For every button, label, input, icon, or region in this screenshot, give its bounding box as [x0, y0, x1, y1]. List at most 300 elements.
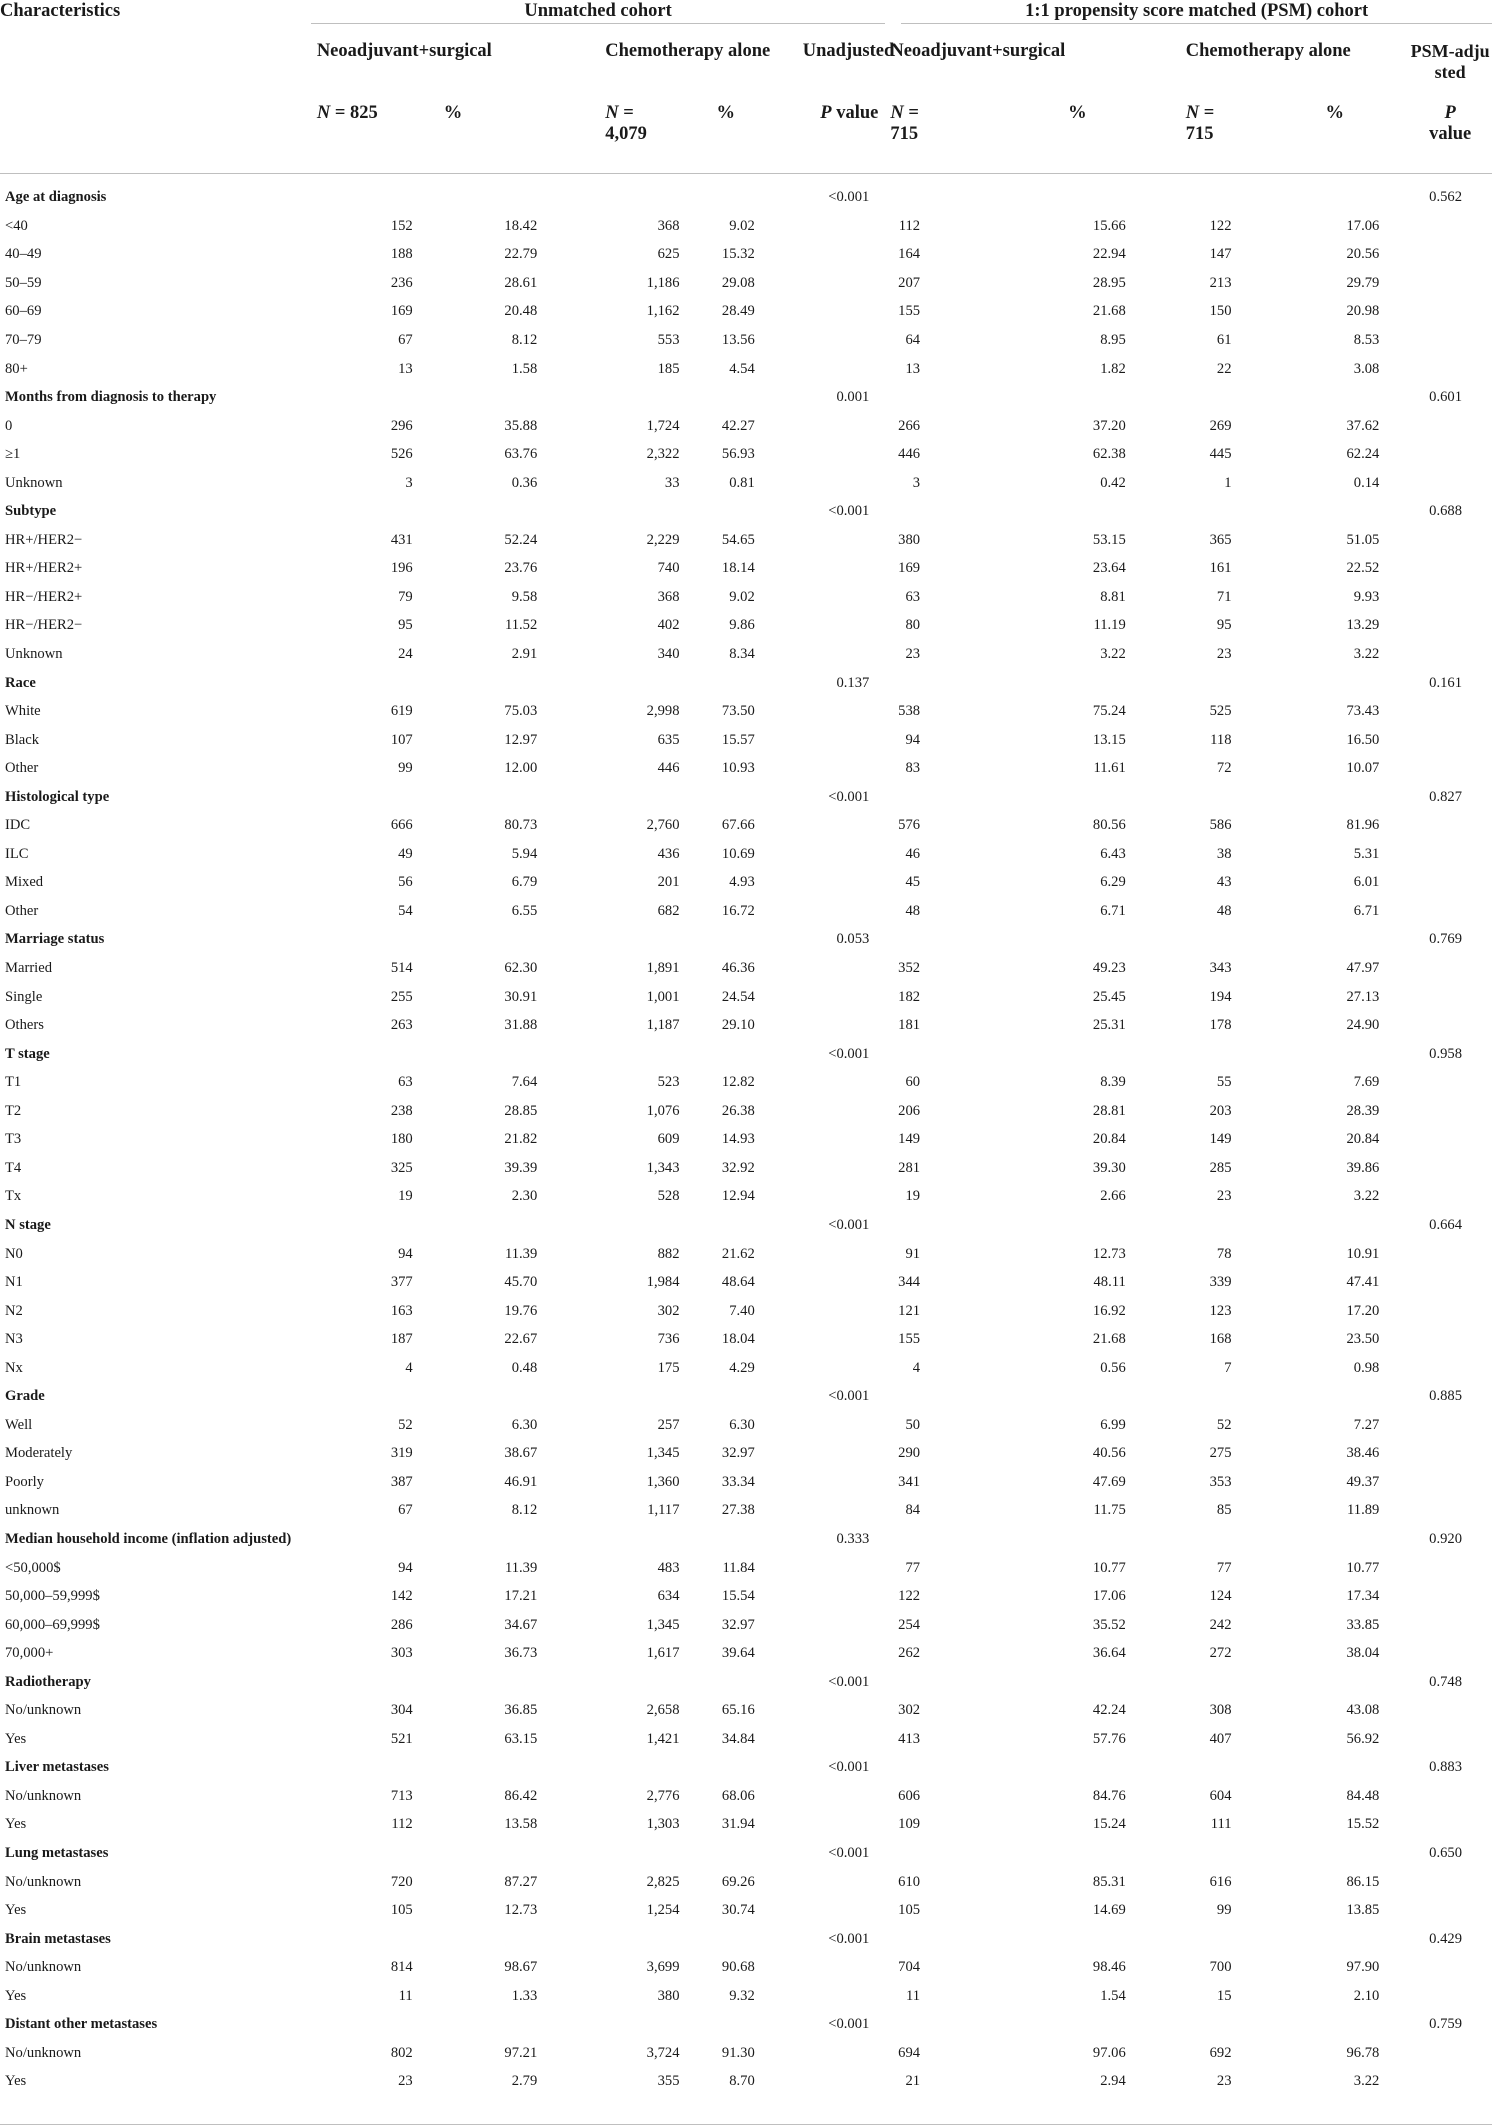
chemo-psm-n: 203: [1209, 1102, 1232, 1119]
table-body: [0, 174, 1492, 2125]
category-row: [0, 383, 1492, 412]
chemo-psm-n: 161: [1209, 560, 1232, 577]
empty-cell: [1232, 926, 1409, 955]
empty-cell: [971, 1754, 1146, 1783]
header-n-chemo-psm: [1146, 103, 1232, 174]
empty-cell: [1408, 1953, 1492, 1982]
neo-psm-pct: 49.23: [1092, 960, 1126, 977]
table-row: [0, 1696, 1492, 1725]
row-label: HR−/HER2+: [5, 588, 83, 605]
chemo-psm-pct: 3.22: [1353, 2073, 1380, 2090]
neo-pct: 7.64: [511, 1074, 538, 1091]
chemo-n: 1,891: [646, 960, 680, 977]
neo-psm-pct: 48.11: [1093, 1274, 1126, 1291]
category-row: [0, 184, 1492, 213]
empty-cell: [803, 840, 886, 869]
neo-pct: 0.48: [511, 1359, 538, 1376]
empty-cell: [885, 498, 971, 527]
unadjusted-p-value: <0.001: [828, 2016, 870, 2033]
table-row: [0, 583, 1492, 612]
chemo-psm-pct: 86.15: [1346, 1873, 1380, 1890]
neo-psm-n: 266: [898, 417, 921, 434]
empty-cell: [1408, 440, 1492, 469]
neo-n: 19: [398, 1188, 413, 1205]
chemo-pct: 65.16: [721, 1702, 755, 1719]
empty-cell: [1408, 326, 1492, 355]
category-row: [0, 926, 1492, 955]
empty-cell: [1408, 1325, 1492, 1354]
neo-psm-pct: 3.22: [1100, 646, 1126, 663]
row-label: 50,000–59,999$: [5, 1588, 100, 1605]
header-psm-adjusted-label: PSM-adjusted: [1410, 41, 1490, 82]
empty-cell: [414, 783, 572, 812]
empty-cell: [803, 612, 886, 641]
neo-psm-n: 13: [905, 360, 921, 377]
neo-pct: 8.12: [511, 1502, 538, 1519]
empty-cell: [571, 184, 679, 213]
neo-psm-n: 11: [906, 1987, 921, 2004]
empty-cell: [1408, 555, 1492, 584]
chemo-psm-n: 23: [1216, 2073, 1232, 2090]
psm-p-value: 0.161: [1429, 674, 1462, 691]
empty-cell: [680, 383, 803, 412]
category-label: Liver metastases: [5, 1759, 109, 1776]
row-label: <40: [5, 217, 28, 234]
chemo-psm-n: 616: [1209, 1873, 1232, 1890]
empty-cell: [680, 1754, 803, 1783]
chemo-n: 635: [657, 731, 680, 748]
chemo-psm-n: 692: [1209, 2044, 1232, 2061]
chemo-psm-n: 308: [1209, 1702, 1232, 1719]
row-label: Yes: [5, 1730, 27, 1747]
neo-psm-n: 23: [905, 646, 921, 663]
neo-n: 296: [390, 417, 413, 434]
empty-cell: [1232, 1839, 1409, 1868]
neo-pct: 19.76: [504, 1302, 538, 1319]
header-pct-neo-psm: %: [971, 103, 1146, 174]
empty-cell: [1146, 783, 1232, 812]
empty-cell: [1408, 1896, 1492, 1925]
neo-n: 67: [398, 332, 413, 348]
table-row: [0, 241, 1492, 270]
neo-pct: 17.21: [504, 1588, 538, 1605]
neo-pct: 11.52: [504, 617, 538, 634]
category-row: [0, 1668, 1492, 1697]
chemo-psm-pct: 7.69: [1353, 1074, 1380, 1091]
chemo-psm-pct: 2.10: [1353, 1987, 1380, 2004]
neo-psm-n: 64: [905, 332, 921, 348]
empty-cell: [680, 1668, 803, 1697]
chemo-psm-pct: 11.89: [1347, 1502, 1380, 1519]
category-label: Brain metastases: [5, 1930, 111, 1947]
unadjusted-p-value: 0.333: [836, 1530, 870, 1547]
empty-cell: [1408, 1154, 1492, 1183]
empty-cell: [971, 383, 1146, 412]
neo-n: 99: [398, 760, 413, 777]
table-row: [0, 298, 1492, 327]
neo-psm-n: 164: [898, 246, 921, 263]
psm-p-value: 0.827: [1429, 788, 1462, 805]
empty-cell: [803, 726, 886, 755]
header-pct-chemo: %: [680, 103, 803, 174]
chemo-psm-n: 150: [1209, 303, 1232, 320]
empty-cell: [1408, 1126, 1492, 1155]
empty-cell: [803, 812, 886, 841]
empty-cell: [1146, 926, 1232, 955]
empty-cell: [885, 383, 971, 412]
neo-pct: 22.79: [504, 246, 538, 263]
row-label: Other: [5, 760, 39, 777]
empty-cell: [1408, 412, 1492, 441]
neo-psm-pct: 16.92: [1092, 1302, 1126, 1319]
table-row: [0, 1154, 1492, 1183]
neo-n: 286: [390, 1616, 413, 1633]
chemo-n: 2,760: [646, 817, 680, 834]
empty-cell: [311, 1754, 414, 1783]
empty-cell: [803, 1554, 886, 1583]
unadjusted-p-value: <0.001: [828, 1673, 870, 1690]
table-row: [0, 1639, 1492, 1668]
empty-cell: [1232, 783, 1409, 812]
chemo-pct: 8.34: [729, 646, 755, 663]
table-row: [0, 1126, 1492, 1155]
psm-p-value: 0.429: [1429, 1930, 1462, 1947]
neo-psm-pct: 15.24: [1092, 1816, 1126, 1833]
category-label: T stage: [5, 1045, 50, 1062]
row-label: No/unknown: [5, 2044, 82, 2061]
neo-psm-pct: 14.69: [1092, 1902, 1126, 1919]
chemo-psm-n: 99: [1216, 1902, 1232, 1919]
neo-psm-n: 181: [898, 1017, 921, 1034]
neo-psm-n: 60: [905, 1074, 921, 1091]
row-label: unknown: [5, 1502, 60, 1519]
neo-psm-n: 169: [898, 560, 921, 577]
neo-psm-pct: 53.15: [1092, 531, 1126, 548]
chemo-psm-n: 48: [1216, 902, 1232, 919]
neo-psm-n: 341: [898, 1473, 921, 1490]
n-neo-value: = 825: [330, 103, 378, 123]
unadjusted-p-value: <0.001: [828, 1045, 870, 1062]
row-label: T4: [5, 1159, 22, 1176]
chemo-psm-pct: 29.79: [1346, 274, 1380, 291]
chemo-psm-n: 52: [1216, 1416, 1232, 1433]
neo-psm-pct: 84.76: [1092, 1787, 1126, 1804]
row-label: T2: [5, 1102, 22, 1119]
unadjusted-p-value: 0.053: [836, 931, 870, 948]
table-row: [0, 1982, 1492, 2011]
psm-p-value: 0.688: [1429, 503, 1462, 520]
neo-n: 814: [390, 1959, 413, 1976]
chemo-psm-n: 43: [1216, 874, 1232, 891]
empty-cell: [971, 1040, 1146, 1069]
empty-cell: [803, 1896, 886, 1925]
psm-p-value: 0.759: [1429, 2016, 1462, 2033]
chemo-psm-pct: 37.62: [1346, 417, 1380, 434]
neo-psm-pct: 15.66: [1092, 217, 1126, 234]
psm-p-value: 0.885: [1429, 1388, 1462, 1405]
empty-cell: [1146, 1668, 1232, 1697]
table-row: [0, 812, 1492, 841]
empty-cell: [311, 783, 414, 812]
chemo-n: 2,658: [646, 1702, 680, 1719]
empty-cell: [1408, 1582, 1492, 1611]
empty-cell: [803, 1411, 886, 1440]
chemo-pct: 13.56: [721, 332, 755, 348]
header-neo-psm: Neoadjuvant+surgical: [890, 41, 1066, 61]
header-pct-neo: %: [414, 103, 572, 174]
neo-pct: 6.30: [511, 1416, 538, 1433]
table-bottom-rule: [0, 2096, 1492, 2125]
chemo-psm-n: 168: [1209, 1331, 1232, 1348]
category-row: [0, 2011, 1492, 2040]
empty-cell: [803, 954, 886, 983]
neo-pct: 1.58: [511, 360, 538, 377]
empty-cell: [971, 1382, 1146, 1411]
empty-cell: [803, 1126, 886, 1155]
row-label: N0: [5, 1245, 23, 1262]
empty-cell: [1408, 1811, 1492, 1840]
empty-cell: [680, 1040, 803, 1069]
empty-cell: [1408, 983, 1492, 1012]
neo-psm-n: 576: [898, 817, 921, 834]
neo-psm-n: 122: [898, 1588, 921, 1605]
chemo-n: 736: [657, 1331, 680, 1348]
empty-cell: [1146, 498, 1232, 527]
empty-cell: [885, 1382, 971, 1411]
chemo-pct: 12.94: [721, 1188, 755, 1205]
empty-cell: [571, 1925, 679, 1954]
empty-cell: [1408, 1639, 1492, 1668]
chemo-n: 1,345: [646, 1616, 680, 1633]
header-n-chemo: [571, 103, 679, 174]
empty-cell: [571, 1754, 679, 1783]
chemo-pct: 15.32: [721, 246, 755, 263]
empty-cell: [1408, 526, 1492, 555]
empty-cell: [1146, 2011, 1232, 2040]
table-row: [0, 869, 1492, 898]
header-matched-cohort: [885, 0, 1492, 32]
neo-n: 105: [390, 1902, 413, 1919]
neo-psm-pct: 40.56: [1092, 1445, 1126, 1462]
neo-n: 187: [390, 1331, 413, 1348]
table-row: [0, 2039, 1492, 2068]
chemo-pct: 12.82: [721, 1074, 755, 1091]
chemo-psm-n: 122: [1209, 217, 1232, 234]
empty-cell: [803, 1982, 886, 2011]
empty-cell: [803, 1240, 886, 1269]
empty-cell: [971, 1525, 1146, 1554]
neo-pct: 1.33: [511, 1987, 538, 2004]
category-label: Histological type: [5, 788, 110, 805]
neo-n: 180: [390, 1131, 413, 1148]
neo-psm-n: 302: [898, 1702, 921, 1719]
unadjusted-p-value: <0.001: [828, 503, 870, 520]
empty-cell: [803, 1354, 886, 1383]
category-row: [0, 1525, 1492, 1554]
row-label: 70–79: [5, 332, 42, 348]
table-row: [0, 412, 1492, 441]
empty-cell: [1146, 1925, 1232, 1954]
neo-n: 94: [398, 1559, 413, 1576]
chemo-pct: 7.40: [729, 1302, 755, 1319]
table-row: [0, 1611, 1492, 1640]
category-row: [0, 498, 1492, 527]
chemo-pct: 24.54: [721, 988, 755, 1005]
chemo-psm-n: 22: [1216, 360, 1232, 377]
neo-psm-n: 262: [898, 1645, 921, 1662]
table-row: [0, 1554, 1492, 1583]
chemo-psm-pct: 20.98: [1346, 303, 1380, 320]
neo-pct: 22.67: [504, 1331, 538, 1348]
empty-cell: [885, 783, 971, 812]
neo-psm-n: 380: [898, 531, 921, 548]
chemo-psm-n: 7: [1224, 1359, 1232, 1376]
header-pct-chemo-psm: %: [1232, 103, 1409, 174]
category-label: Subtype: [5, 503, 57, 520]
psm-p-value: 0.601: [1429, 389, 1462, 406]
table-row: [0, 1497, 1492, 1526]
empty-cell: [803, 1582, 886, 1611]
chemo-n: 175: [657, 1359, 680, 1376]
neo-psm-pct: 0.56: [1100, 1359, 1126, 1376]
chemo-n: 740: [657, 560, 680, 577]
chemo-pct: 29.10: [721, 1017, 755, 1034]
neo-pct: 2.30: [511, 1188, 538, 1205]
empty-cell: [803, 2039, 886, 2068]
empty-cell: [803, 1183, 886, 1212]
chemo-pct: 9.32: [729, 1987, 755, 2004]
chemo-psm-pct: 15.52: [1346, 1816, 1380, 1833]
chemo-pct: 9.02: [729, 588, 755, 605]
empty-cell: [1408, 212, 1492, 241]
empty-cell: [803, 526, 886, 555]
empty-cell: [680, 1839, 803, 1868]
n-chemo-psm-eq: =: [1199, 103, 1215, 123]
row-label: HR+/HER2−: [5, 531, 83, 548]
chemo-psm-n: 1: [1224, 474, 1232, 491]
chemo-n: 1,076: [646, 1102, 680, 1119]
category-label: N stage: [5, 1216, 51, 1233]
empty-cell: [885, 1839, 971, 1868]
empty-cell: [1408, 583, 1492, 612]
empty-cell: [803, 1696, 886, 1725]
empty-cell: [680, 669, 803, 698]
chemo-psm-pct: 24.90: [1346, 1017, 1380, 1034]
empty-cell: [803, 583, 886, 612]
row-label: Yes: [5, 1987, 27, 2004]
psm-p-value: 0.769: [1429, 931, 1462, 948]
chemo-pct: 67.66: [721, 817, 755, 834]
empty-cell: [1232, 1382, 1409, 1411]
row-label: Black: [5, 731, 40, 748]
chemo-psm-pct: 23.50: [1346, 1331, 1380, 1348]
chemo-pct: 0.81: [729, 474, 755, 491]
neo-n: 325: [390, 1159, 413, 1176]
neo-psm-n: 4: [912, 1359, 921, 1376]
neo-n: 152: [390, 217, 413, 234]
table-row: [0, 1325, 1492, 1354]
chemo-psm-n: 55: [1216, 1074, 1232, 1091]
neo-psm-n: 290: [898, 1445, 921, 1462]
neo-pct: 86.42: [504, 1787, 538, 1804]
neo-pct: 11.39: [504, 1245, 538, 1262]
chemo-pct: 15.54: [721, 1588, 755, 1605]
row-label: 40–49: [5, 246, 42, 263]
chemo-psm-n: 339: [1209, 1274, 1232, 1291]
empty-cell: [885, 1668, 971, 1697]
empty-cell: [1408, 269, 1492, 298]
empty-cell: [803, 1611, 886, 1640]
empty-cell: [1408, 355, 1492, 384]
empty-cell: [803, 897, 886, 926]
neo-pct: 45.70: [504, 1274, 538, 1291]
neo-psm-pct: 80.56: [1092, 817, 1126, 834]
neo-pct: 63.15: [504, 1730, 538, 1747]
chemo-psm-pct: 6.71: [1353, 902, 1380, 919]
chemo-psm-pct: 10.77: [1346, 1559, 1380, 1576]
chemo-psm-pct: 39.86: [1346, 1159, 1380, 1176]
neo-n: 94: [398, 1245, 413, 1262]
neo-pct: 30.91: [504, 988, 538, 1005]
chemo-n: 402: [657, 617, 680, 634]
psm-p-value: 0.562: [1429, 189, 1462, 206]
chemo-n: 523: [657, 1074, 680, 1091]
empty-cell: [885, 1925, 971, 1954]
n-italic: N: [1185, 103, 1200, 123]
empty-cell: [1408, 1725, 1492, 1754]
empty-cell: [803, 412, 886, 441]
empty-cell: [803, 555, 886, 584]
table-row: [0, 1011, 1492, 1040]
empty-cell: [571, 669, 679, 698]
empty-cell: [571, 1525, 679, 1554]
psm-p-value: 0.883: [1429, 1759, 1462, 1776]
empty-cell: [885, 1754, 971, 1783]
table-row: [0, 1097, 1492, 1126]
p-value-label: value: [836, 103, 879, 123]
chemo-pct: 48.64: [721, 1274, 755, 1291]
neo-psm-pct: 11.75: [1093, 1502, 1126, 1519]
header-chemo-psm: Chemotherapy alone: [1185, 41, 1351, 61]
empty-cell: [803, 326, 886, 355]
neo-n: 303: [390, 1645, 413, 1662]
chemo-n: 436: [657, 845, 680, 862]
table-header: [0, 0, 1492, 174]
table-row: [0, 612, 1492, 641]
row-label: Well: [5, 1416, 33, 1433]
empty-cell: [1408, 1297, 1492, 1326]
empty-cell: [1408, 812, 1492, 841]
category-row: [0, 1754, 1492, 1783]
psm-p-value: 0.748: [1429, 1673, 1462, 1690]
empty-cell: [311, 926, 414, 955]
chemo-pct: 54.65: [721, 531, 755, 548]
chemo-pct: 14.93: [721, 1131, 755, 1148]
table-row: [0, 1411, 1492, 1440]
table-row: [0, 1297, 1492, 1326]
chemo-pct: 68.06: [721, 1787, 755, 1804]
neo-n: 238: [390, 1102, 413, 1119]
empty-cell: [1408, 1183, 1492, 1212]
empty-cell: [414, 184, 572, 213]
empty-cell: [803, 1497, 886, 1526]
row-label: Others: [5, 1017, 44, 1034]
row-label: ≥1: [5, 446, 21, 463]
neo-n: 619: [390, 703, 413, 720]
neo-pct: 98.67: [504, 1959, 538, 1976]
table-row: [0, 1068, 1492, 1097]
neo-psm-pct: 8.81: [1100, 588, 1126, 605]
